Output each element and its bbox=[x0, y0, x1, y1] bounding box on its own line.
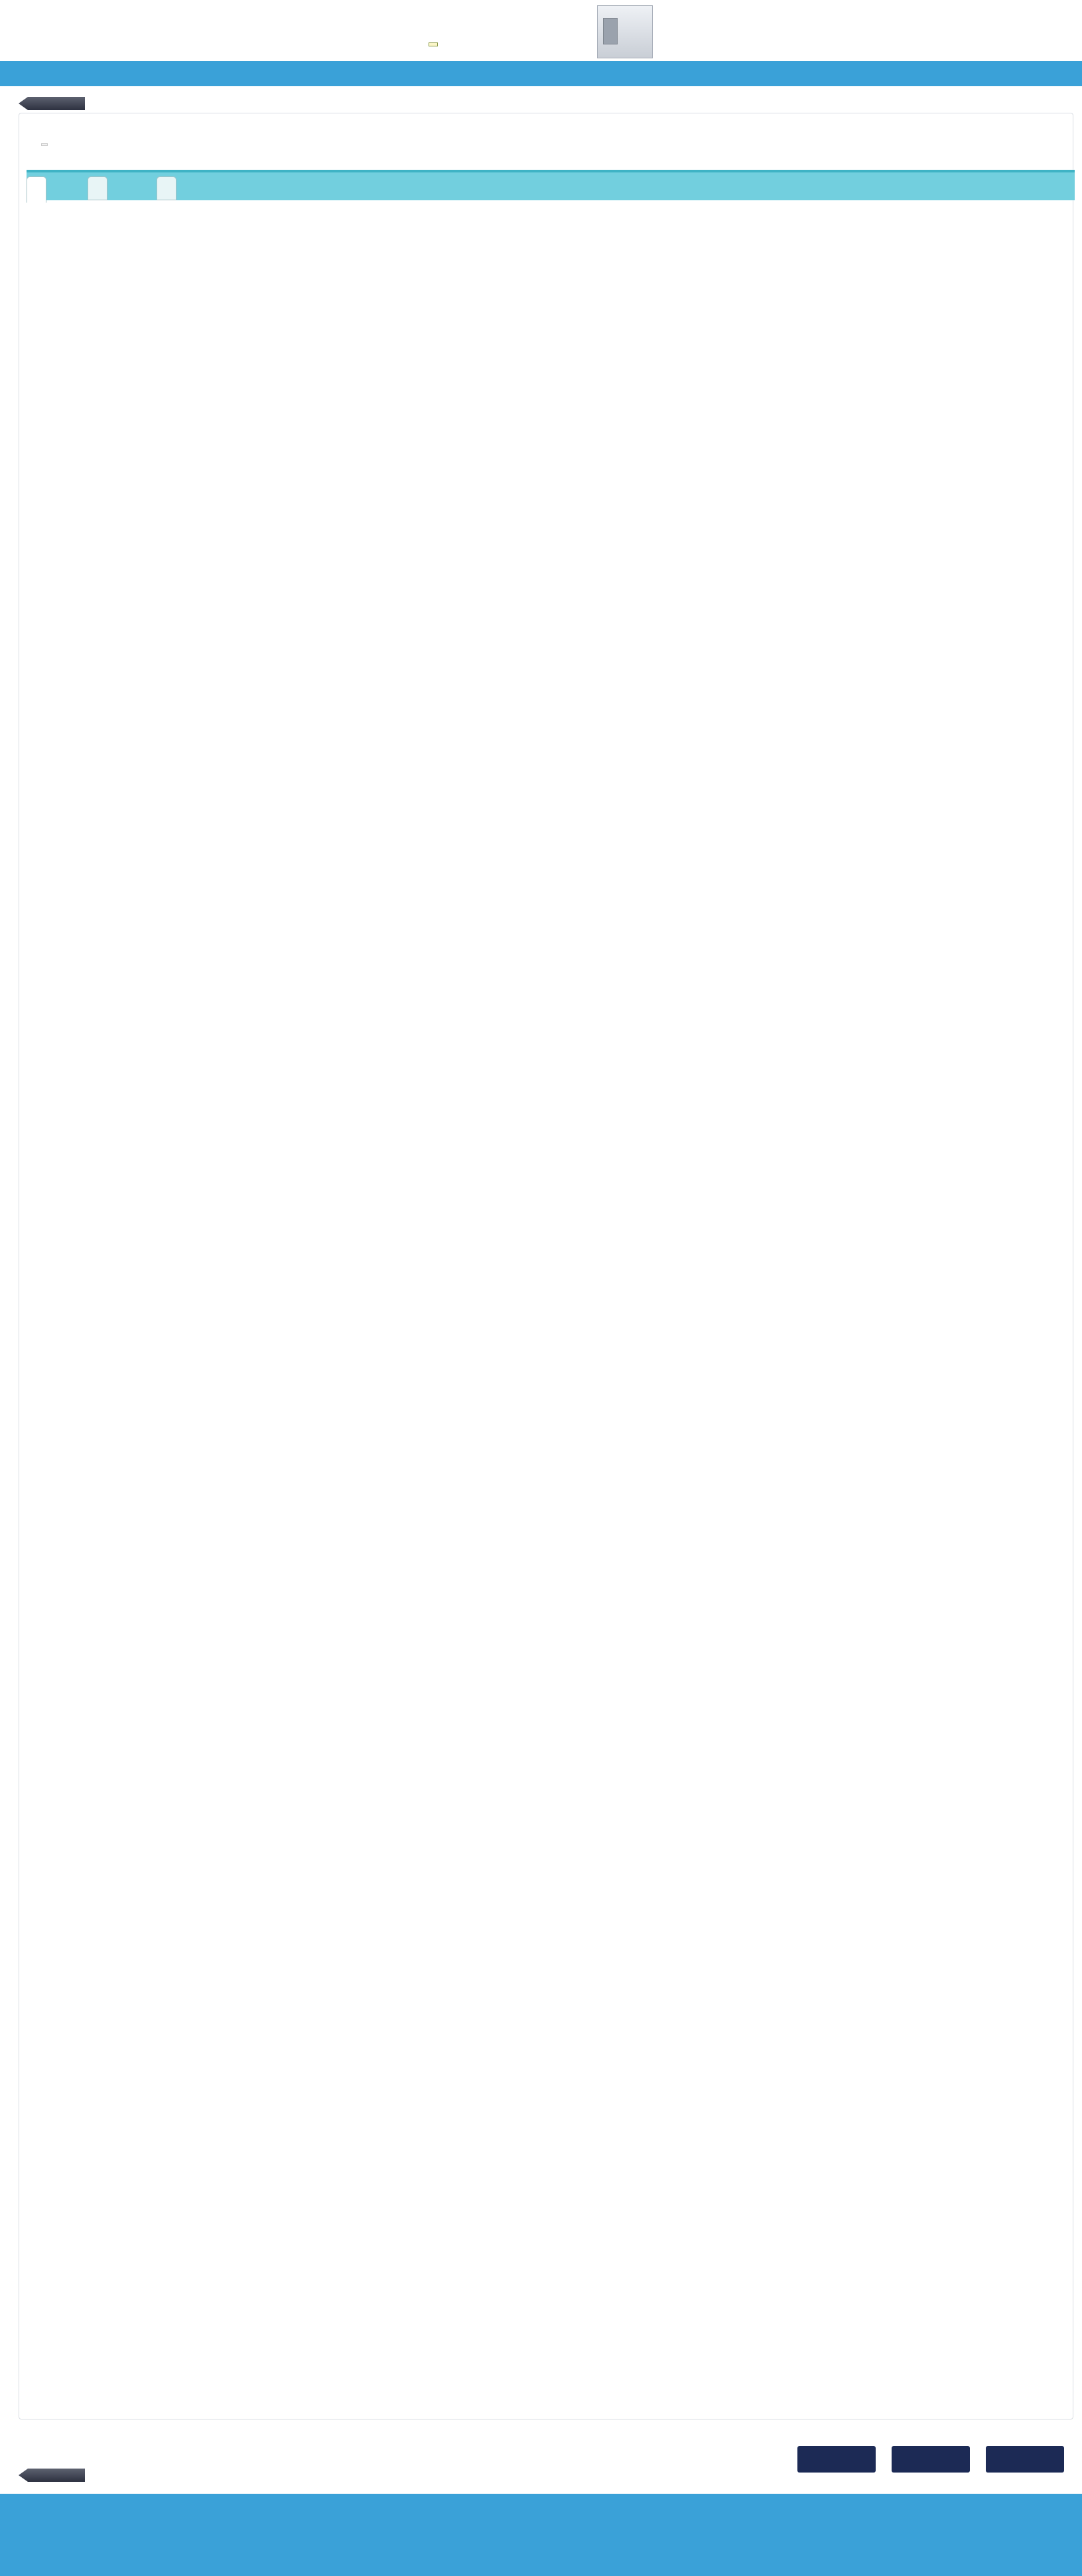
door-icon bbox=[603, 18, 618, 44]
action-buttons bbox=[793, 2446, 1082, 2475]
app-header bbox=[0, 0, 1082, 61]
tab-diagnosis[interactable] bbox=[157, 176, 176, 200]
provisional-register-button[interactable] bbox=[892, 2446, 970, 2473]
form-tabs bbox=[27, 170, 1075, 200]
notice-box bbox=[24, 115, 1068, 162]
back-button-top[interactable] bbox=[19, 97, 85, 110]
user-settings-button[interactable] bbox=[429, 42, 438, 46]
register-button[interactable] bbox=[986, 2446, 1064, 2473]
recalc-button[interactable] bbox=[41, 143, 48, 146]
main-nav bbox=[0, 61, 1082, 86]
footer bbox=[0, 2494, 1082, 2576]
temp-save-button[interactable] bbox=[797, 2446, 876, 2473]
tab-treatment[interactable] bbox=[88, 176, 107, 200]
tab-basic[interactable] bbox=[27, 176, 46, 203]
logout-button[interactable] bbox=[597, 5, 653, 58]
main-panel bbox=[19, 113, 1073, 2419]
back-button-bottom[interactable] bbox=[19, 2469, 85, 2482]
